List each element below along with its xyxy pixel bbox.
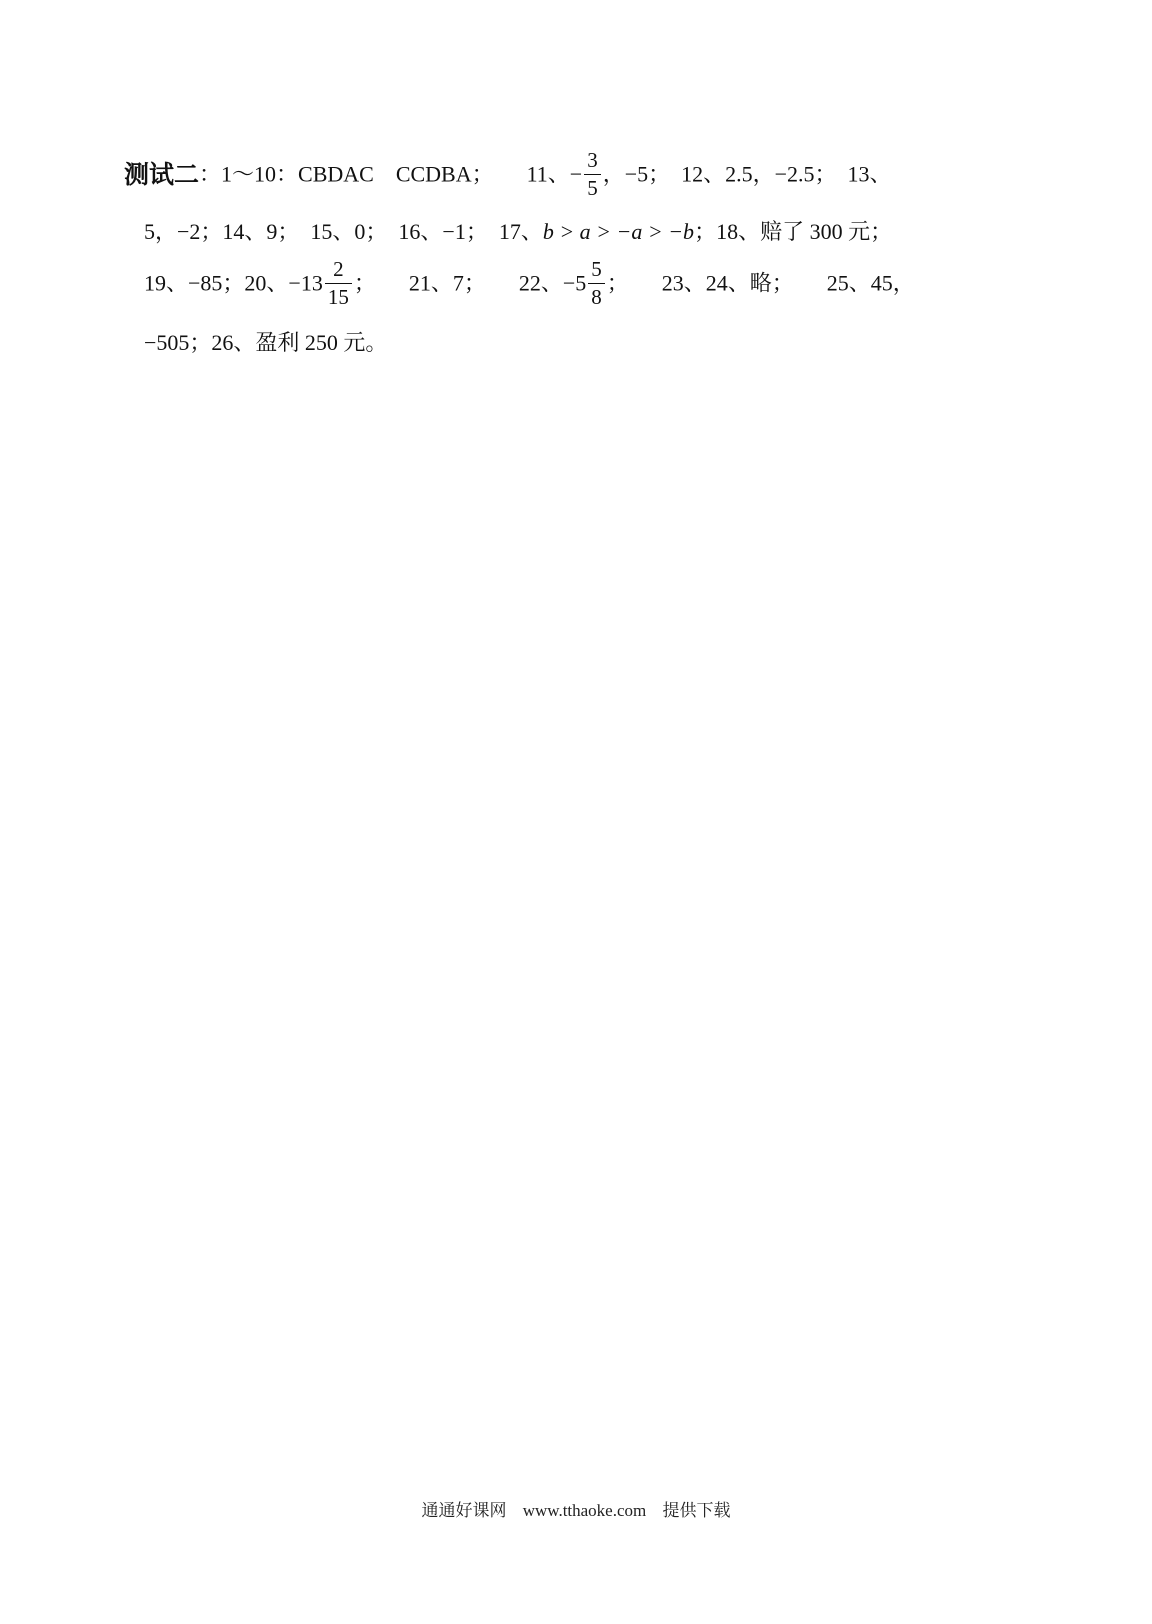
- answer-line-1: [124, 150, 892, 199]
- page-footer: [0, 1496, 1152, 1521]
- fraction-numerator: 2: [325, 259, 352, 284]
- answer-text: ；18、赔了 300 元；: [694, 218, 893, 244]
- fraction: [588, 259, 605, 308]
- fraction: [584, 150, 601, 199]
- mixed-number-whole: −5: [562, 270, 587, 296]
- footer-url: www.tthaoke.com: [522, 1501, 647, 1520]
- answer-text: ； 21、7； 22、: [353, 270, 563, 296]
- section-heading: 测试二: [124, 160, 200, 189]
- fraction-numerator: 5: [588, 259, 605, 284]
- answer-line-2: [144, 219, 892, 243]
- answer-text: ； 23、24、略； 25、45，: [606, 270, 915, 296]
- fraction-sign: −: [569, 161, 583, 187]
- mixed-number-whole: −13: [288, 270, 323, 296]
- fraction-denominator: 5: [587, 176, 598, 200]
- fraction-numerator: 3: [584, 150, 601, 175]
- inequality-expression: b > a > −a > −b: [542, 218, 695, 244]
- answer-line-4: [144, 330, 387, 354]
- answer-line-3: [144, 259, 915, 308]
- answer-text: 5，−2；14、9； 15、0； 16、−1； 17、: [144, 218, 543, 244]
- footer-note: 提供下载: [662, 1501, 731, 1520]
- answer-text: ，−5； 12、2.5，−2.5； 13、: [602, 161, 892, 187]
- answer-key: [0, 0, 1152, 400]
- fraction-denominator: 15: [327, 285, 349, 309]
- fraction-denominator: 8: [591, 285, 602, 309]
- answer-text: 19、−85；20、: [144, 270, 289, 296]
- answer-text: −505；26、盈利 250 元。: [144, 329, 388, 355]
- footer-site-name: 通通好课网: [421, 1501, 507, 1520]
- fraction: [325, 259, 352, 308]
- answer-text: ：1～10：CBDAC CCDBA； 11、: [199, 161, 570, 187]
